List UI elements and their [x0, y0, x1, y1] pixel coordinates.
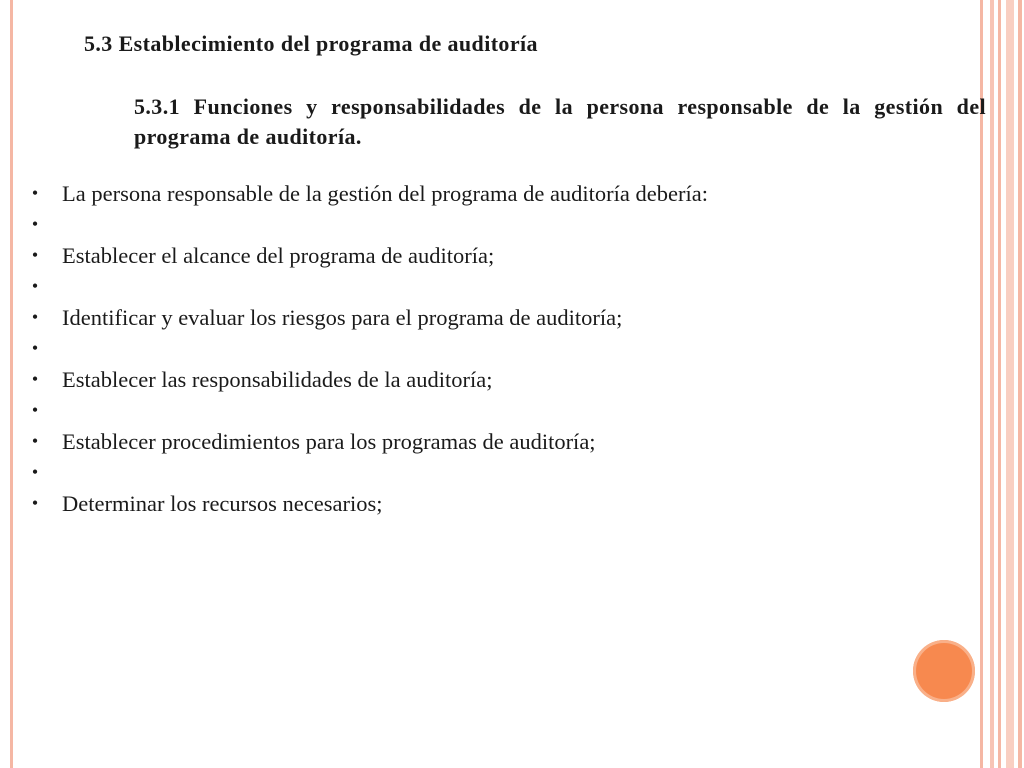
- list-item: [28, 333, 708, 364]
- stripe: [998, 0, 1001, 768]
- bullet-icon: •: [31, 431, 39, 451]
- bullet-text: Establecer procedimientos para los programas de auditoría;: [62, 429, 596, 454]
- bullet-icon: •: [31, 462, 39, 482]
- stripe: [1006, 0, 1014, 768]
- list-item: [28, 457, 708, 488]
- list-item: [28, 364, 708, 395]
- list-item: [28, 271, 708, 302]
- bullet-icon: •: [31, 307, 39, 327]
- left-frame-border: [10, 0, 13, 768]
- list-item: [28, 178, 708, 209]
- list-item: [28, 488, 708, 519]
- section-heading: 5.3 Establecimiento del programa de auditoría: [84, 31, 538, 56]
- subsection-heading: 5.3.1 Funciones y responsabilidades de la persona responsable de la gestión del programa de auditoría.: [134, 94, 986, 149]
- right-decorative-stripes: [980, 0, 1024, 768]
- bullet-text: Identificar y evaluar los riesgos para el programa de auditoría;: [62, 305, 623, 330]
- bullet-list: [28, 178, 708, 519]
- bullet-icon: •: [31, 183, 39, 203]
- list-item: [28, 426, 708, 457]
- stripe: [1018, 0, 1022, 768]
- bullet-icon: •: [31, 493, 39, 513]
- stripe: [990, 0, 994, 768]
- bullet-icon: •: [31, 245, 39, 265]
- bullet-icon: •: [31, 214, 39, 234]
- decorative-circle-icon: [913, 640, 975, 702]
- bullet-icon: •: [31, 276, 39, 296]
- bullet-text: Determinar los recursos necesarios;: [62, 491, 383, 516]
- bullet-icon: •: [31, 369, 39, 389]
- bullet-icon: •: [31, 400, 39, 420]
- list-item: [28, 240, 708, 271]
- list-item: [28, 209, 708, 240]
- bullet-text: Establecer el alcance del programa de auditoría;: [62, 243, 495, 268]
- list-item: [28, 302, 708, 333]
- bullet-text: La persona responsable de la gestión del programa de auditoría debería:: [62, 181, 708, 206]
- list-item: [28, 395, 708, 426]
- bullet-icon: •: [31, 338, 39, 358]
- bullet-text: Establecer las responsabilidades de la auditoría;: [62, 367, 493, 392]
